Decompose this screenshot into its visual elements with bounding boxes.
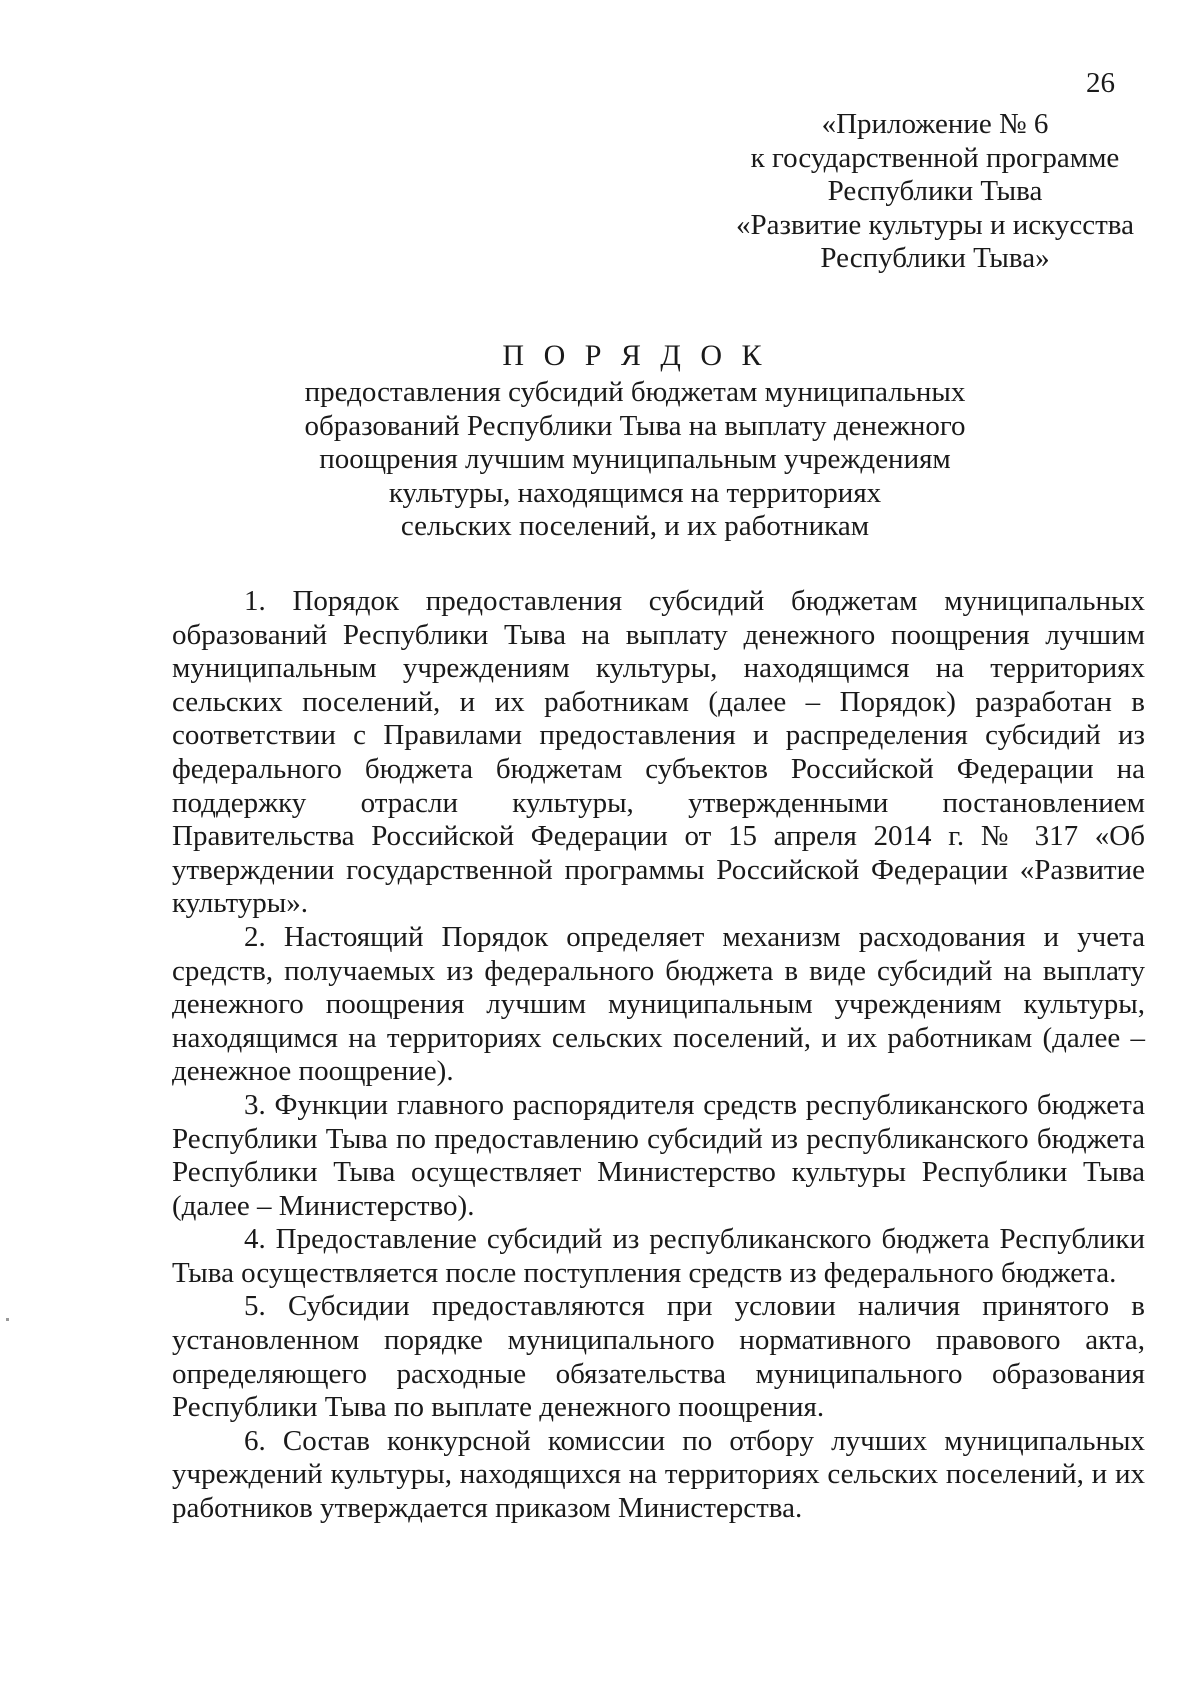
document-subtitle: [0, 376, 1200, 544]
page-number: 26: [1086, 67, 1115, 99]
appendix-line: «Приложение № 6: [821, 108, 1049, 140]
paragraph: 6. Состав конкурсной комиссии по отбору лучших муниципальных учреждений культуры, находящихся на территориях сельских поселений, и их работников утверждается приказом Министерства.: [172, 1424, 1145, 1525]
subtitle-line: поощрения лучшим муниципальным учреждениям: [319, 443, 951, 475]
appendix-line: к государственной программе: [750, 141, 1120, 174]
subtitle-line: образований Республики Тыва на выплату денежного: [304, 409, 966, 442]
appendix-line: Республики Тыва»: [820, 242, 1050, 274]
paragraph: 4. Предоставление субсидий из республиканского бюджета Республики Тыва осуществляется после поступления средств из федерального бюджета.: [172, 1223, 1145, 1289]
paragraph: 3. Функции главного распорядителя средств республиканского бюджета Республики Тыва по предоставлению субсидий из республиканского бюджета Республики Тыва осуществляет Министерство культуры Республики Тыва (далее – Министерство).: [172, 1088, 1145, 1222]
appendix-line: Республики Тыва: [827, 175, 1043, 207]
document-title: П О Р Я Д О К: [502, 339, 768, 372]
paragraph: 5. Субсидии предоставляются при условии наличия принятого в установленном порядке муниципального нормативного правового акта, определяющего расходные обязательства муниципального образования Республики Тыва по выплате денежного поощрения.: [172, 1290, 1145, 1424]
subtitle-line: предоставления субсидий бюджетам муниципальных: [304, 376, 966, 408]
appendix-header: [700, 108, 1170, 276]
subtitle-line: сельских поселений, и их работникам: [400, 510, 870, 542]
document-body: [172, 585, 1145, 1526]
scan-speck: [6, 1318, 9, 1321]
paragraph: 2. Настоящий Порядок определяет механизм расходования и учета средств, получаемых из федерального бюджета в виде субсидий на выплату денежного поощрения лучшим муниципальным учреждениям культуры, находящимся на территориях сельских поселений, и их работникам (далее – денежное поощрение).: [172, 920, 1145, 1088]
paragraph: 1. Порядок предоставления субсидий бюджетам муниципальных образований Республики Тыва на выплату денежного поощрения лучшим муниципальным учреждениям культуры, находящимся на территориях сельских поселений, и их работникам (далее – Порядок) разработан в соответствии с Правилами предоставления и распределения субсидий из федерального бюджета бюджетам субъектов Российской Федерации на поддержку отрасли культуры, утвержденными постановлением Правительства Российской Федерации от 15 апреля 2014 г. № 317 «Об утверждении государственной программы Российской Федерации «Развитие культуры».: [172, 585, 1145, 920]
appendix-line: «Развитие культуры и искусства: [736, 208, 1134, 241]
subtitle-line: культуры, находящимся на территориях: [388, 476, 882, 509]
